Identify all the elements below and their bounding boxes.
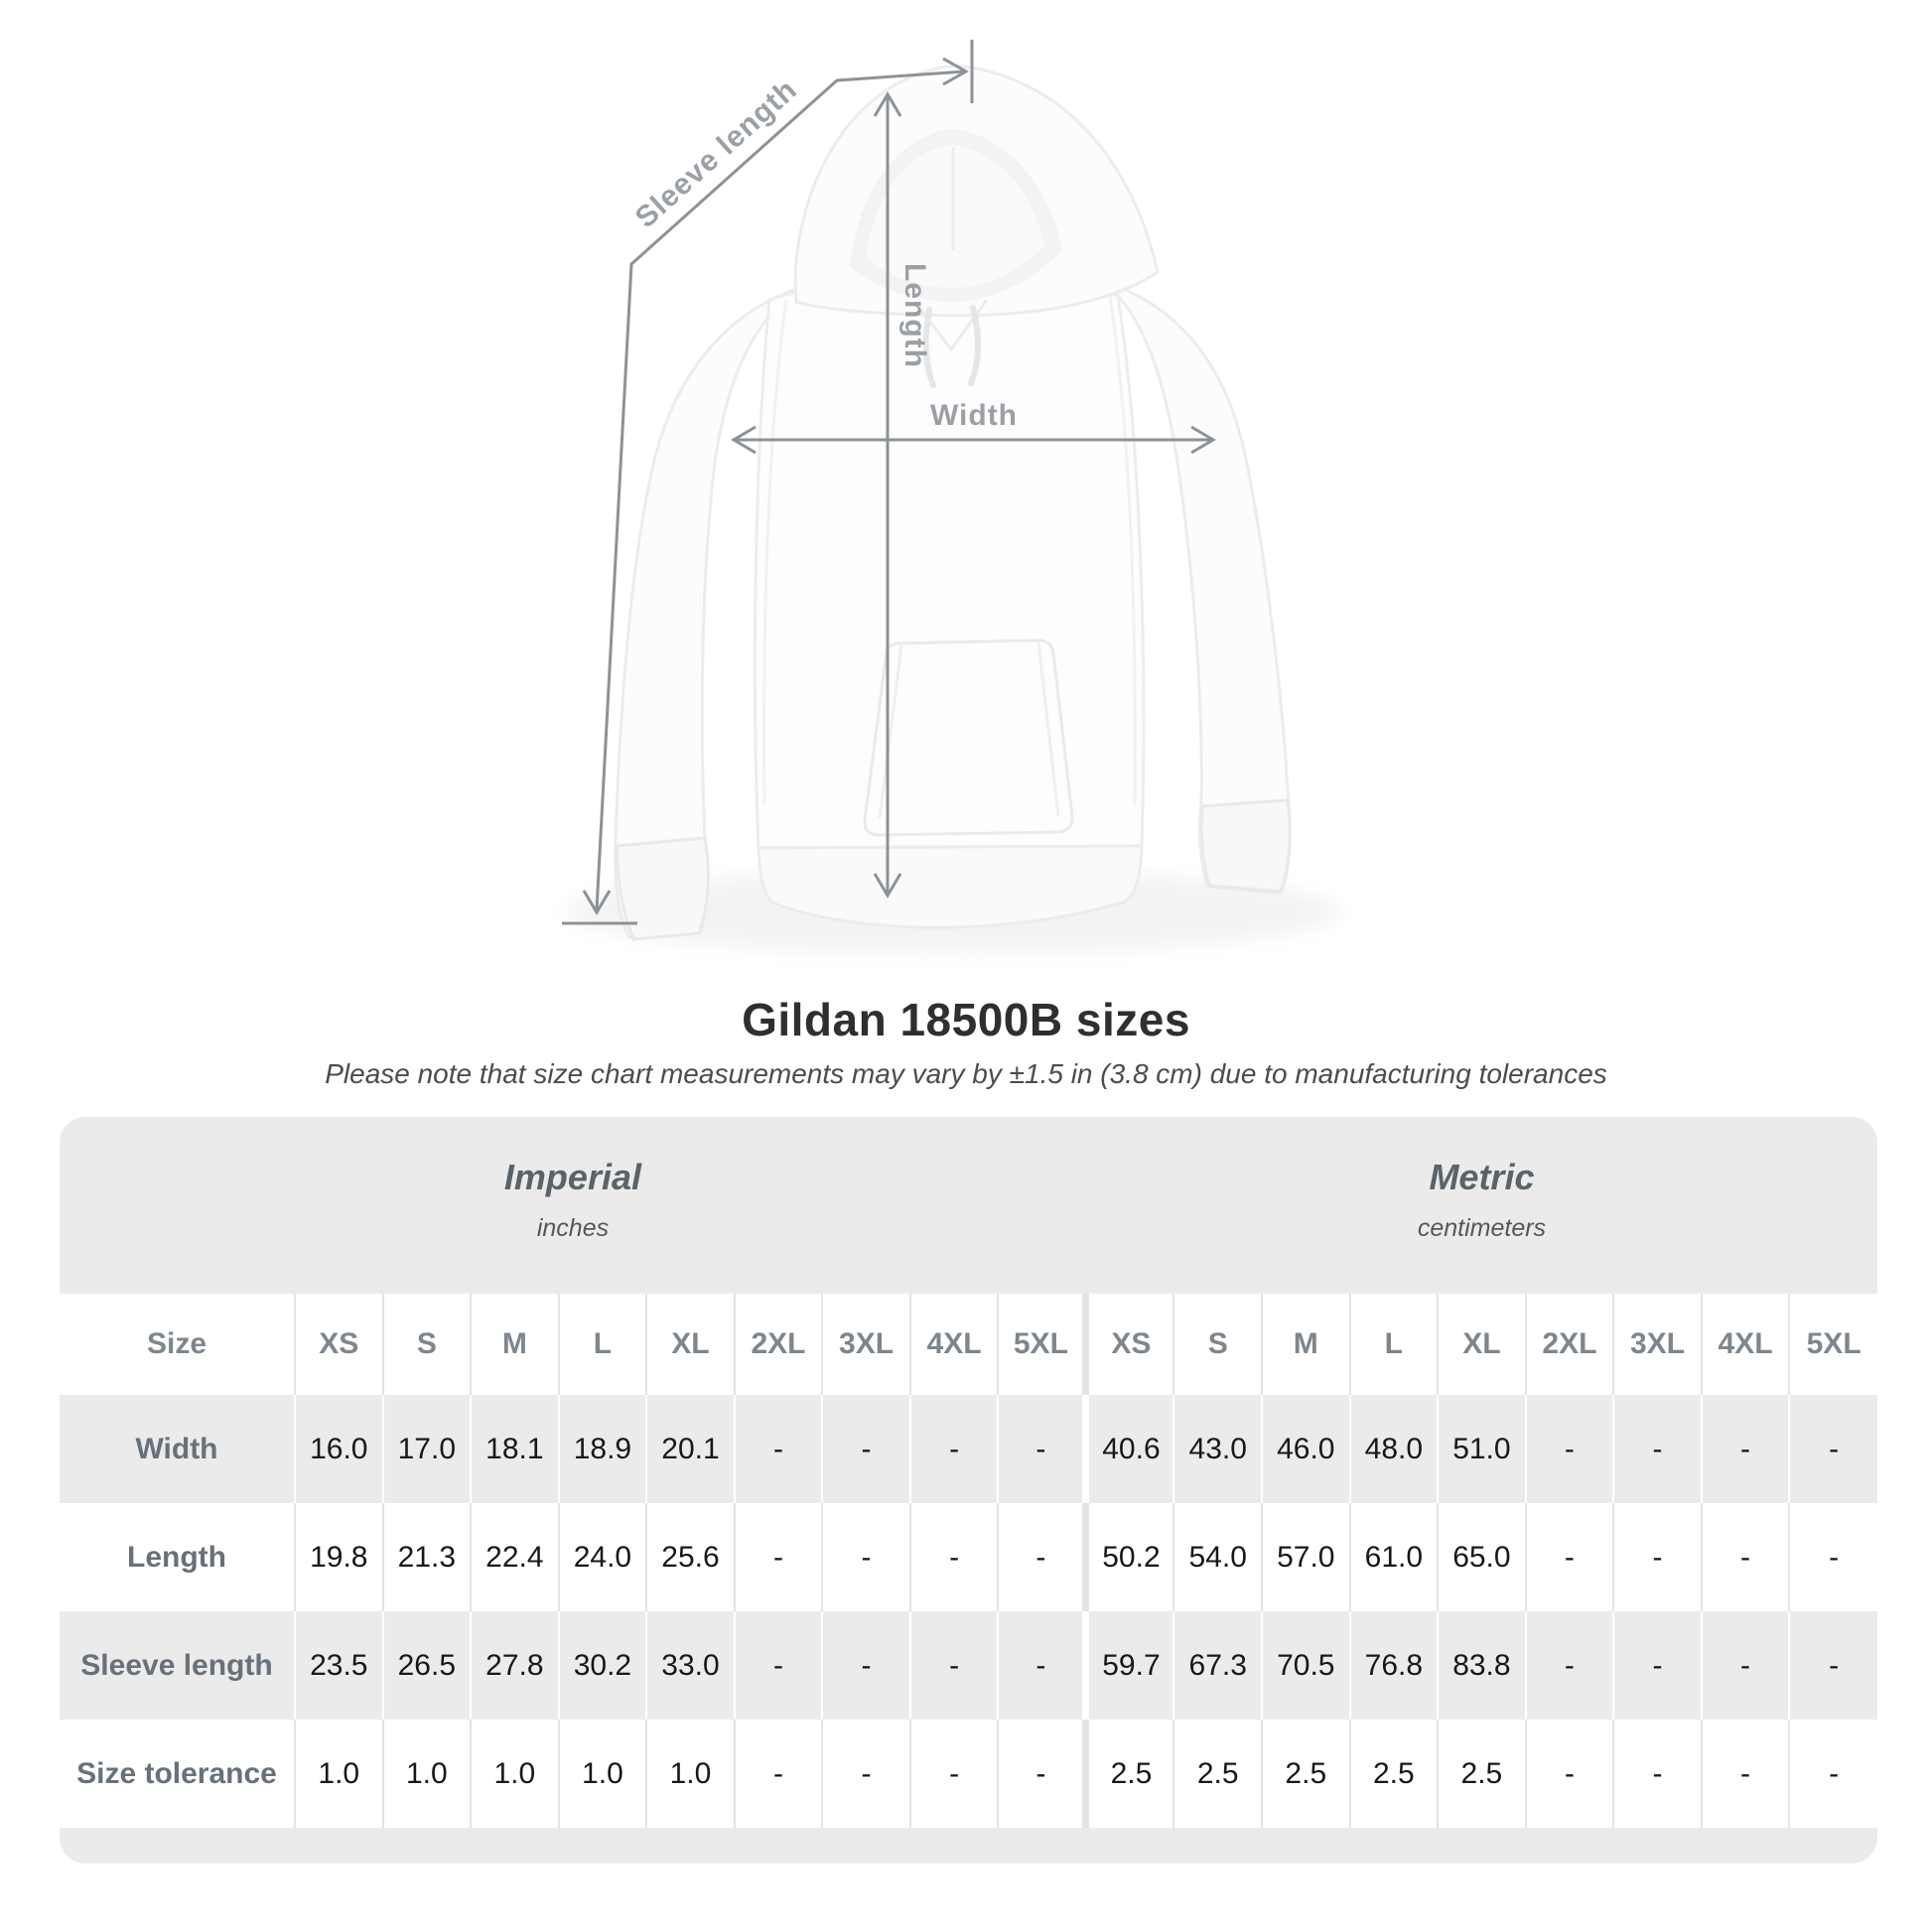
value-cell: - [1526,1503,1614,1611]
tolerance-note: Please note that size chart measurements may vary by ±1.5 in (3.8 cm) due to manufacturing tolerances [325,1058,1607,1089]
value-cell: - [1613,1395,1702,1503]
value-cell: - [910,1503,999,1611]
size-header-metric-4xl: 4XL [1702,1294,1790,1395]
size-header-metric-xs: XS [1086,1294,1174,1395]
size-header-metric-l: L [1350,1294,1439,1395]
value-cell: 65.0 [1438,1503,1526,1611]
value-cell: 2.5 [1350,1720,1439,1828]
value-cell: - [735,1395,823,1503]
value-cell: - [1702,1503,1790,1611]
metric-unit-label: centimeters [1417,1214,1547,1242]
value-cell: - [1789,1395,1877,1503]
value-cell: - [998,1720,1086,1828]
value-cell: 16.0 [295,1395,383,1503]
size-chart-table [60,1117,1877,1863]
size-header-imperial-m: M [471,1294,559,1395]
metric-group-header [1086,1117,1877,1294]
value-cell: 67.3 [1173,1611,1262,1720]
value-cell: 27.8 [471,1611,559,1720]
value-cell: - [998,1503,1086,1611]
table-row [60,1611,1877,1720]
size-header-imperial-xl: XL [646,1294,735,1395]
row-label: Length [127,1540,226,1574]
value-cell: - [1526,1720,1614,1828]
value-cell: 2.5 [1086,1720,1174,1828]
size-header-imperial-s: S [383,1294,472,1395]
value-cell: 24.0 [559,1503,647,1611]
value-cell: 83.8 [1438,1611,1526,1720]
size-header-metric-xl: XL [1438,1294,1526,1395]
value-cell: 25.6 [646,1503,735,1611]
title-block [0,993,1932,1090]
row-label: Size tolerance [76,1756,277,1790]
table-row [60,1395,1877,1503]
value-cell: 17.0 [383,1395,472,1503]
value-cell: - [1702,1395,1790,1503]
table-row [60,1503,1877,1611]
value-cell: 57.0 [1262,1503,1350,1611]
value-cell: 59.7 [1086,1611,1174,1720]
size-header-imperial-xs: XS [295,1294,383,1395]
table-row [60,1720,1877,1828]
value-cell: - [1613,1611,1702,1720]
value-cell: - [1526,1395,1614,1503]
value-cell: 61.0 [1350,1503,1439,1611]
size-header-imperial-l: L [559,1294,647,1395]
size-header-metric-s: S [1173,1294,1262,1395]
value-cell: - [822,1720,910,1828]
value-cell: 2.5 [1262,1720,1350,1828]
length-label: Length [898,263,931,368]
size-column-header: Size [146,1327,207,1360]
value-cell: 50.2 [1086,1503,1174,1611]
value-cell: 40.6 [1086,1395,1174,1503]
imperial-group-header [60,1117,1086,1294]
value-cell: 23.5 [295,1611,383,1720]
value-cell: - [735,1503,823,1611]
value-cell: 1.0 [559,1720,647,1828]
value-cell: 33.0 [646,1611,735,1720]
value-cell: - [1526,1611,1614,1720]
value-cell: - [1789,1611,1877,1720]
value-cell: 22.4 [471,1503,559,1611]
value-cell: 76.8 [1350,1611,1439,1720]
value-cell: - [822,1503,910,1611]
value-cell: - [735,1720,823,1828]
sizes-header-row [60,1294,1877,1395]
value-cell: - [910,1720,999,1828]
value-cell: - [1702,1720,1790,1828]
size-header-metric-m: M [1262,1294,1350,1395]
value-cell: 2.5 [1438,1720,1526,1828]
imperial-group-label: Imperial [503,1157,641,1197]
width-label: Width [929,399,1019,432]
value-cell: - [998,1611,1086,1720]
value-cell: - [822,1611,910,1720]
value-cell: 46.0 [1262,1395,1350,1503]
value-cell: 2.5 [1173,1720,1262,1828]
value-cell: 43.0 [1173,1395,1262,1503]
size-header-imperial-3xl: 3XL [822,1294,910,1395]
value-cell: - [1613,1503,1702,1611]
size-header-metric-5xl: 5XL [1789,1294,1877,1395]
size-header-metric-2xl: 2XL [1526,1294,1614,1395]
value-cell: 54.0 [1173,1503,1262,1611]
value-cell: - [822,1395,910,1503]
value-cell: - [998,1395,1086,1503]
unit-group-header-row [60,1117,1877,1294]
value-cell: 26.5 [383,1611,472,1720]
size-header-imperial-4xl: 4XL [910,1294,999,1395]
imperial-unit-label: inches [536,1214,610,1242]
hoodie-pocket [865,640,1072,835]
value-cell: 1.0 [646,1720,735,1828]
value-cell: 18.1 [471,1395,559,1503]
value-cell: - [1702,1611,1790,1720]
value-cell: 70.5 [1262,1611,1350,1720]
row-label: Width [135,1432,218,1465]
size-table [60,1117,1877,1828]
size-header-imperial-2xl: 2XL [735,1294,823,1395]
sleeve-length-label: Sleeve length [628,72,804,235]
value-cell: 1.0 [383,1720,472,1828]
value-cell: 19.8 [295,1503,383,1611]
value-cell: 51.0 [1438,1395,1526,1503]
value-cell: - [1613,1720,1702,1828]
value-cell: - [910,1395,999,1503]
metric-group-label: Metric [1429,1157,1535,1197]
value-cell: 48.0 [1350,1395,1439,1503]
value-cell: 20.1 [646,1395,735,1503]
value-cell: 18.9 [559,1395,647,1503]
value-cell: - [1789,1503,1877,1611]
page-title: Gildan 18500B sizes [742,994,1190,1045]
size-header-imperial-5xl: 5XL [998,1294,1086,1395]
row-label: Sleeve length [80,1648,273,1682]
value-cell: - [1789,1720,1877,1828]
size-header-metric-3xl: 3XL [1613,1294,1702,1395]
value-cell: 21.3 [383,1503,472,1611]
value-cell: - [735,1611,823,1720]
size-table-body [60,1395,1877,1828]
value-cell: 30.2 [559,1611,647,1720]
value-cell: - [910,1611,999,1720]
value-cell: 1.0 [295,1720,383,1828]
value-cell: 1.0 [471,1720,559,1828]
